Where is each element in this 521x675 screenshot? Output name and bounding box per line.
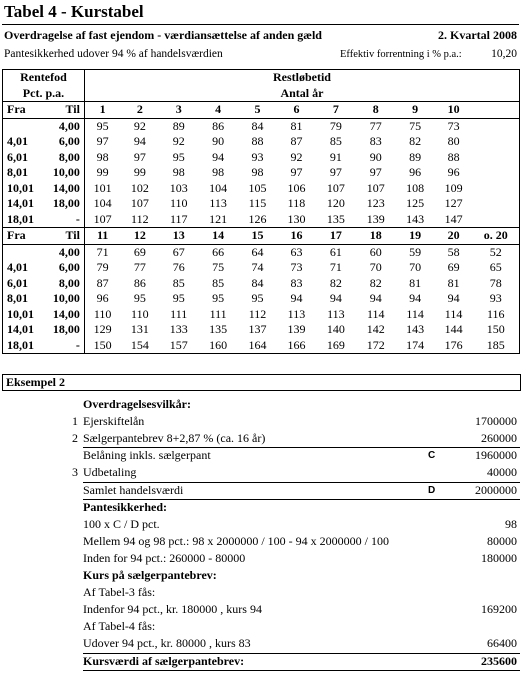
page-title: Tabel 4 - Kurstabel [4, 2, 144, 21]
year-header: 5 [238, 102, 277, 119]
year-header: 8 [356, 102, 396, 119]
example-row [0, 517, 521, 534]
rate-cell: 121 [209, 211, 228, 226]
rate-cell: 111 [209, 306, 227, 321]
rate-to: 6,00 [58, 260, 80, 275]
example-row-marker: D [428, 484, 436, 496]
rate-cell: 75 [409, 118, 422, 133]
rate-cell: 95 [172, 149, 185, 164]
rate-cell: 79 [329, 118, 342, 133]
rate-cell [473, 150, 520, 166]
rate-cell: 94 [409, 291, 422, 306]
table-row [3, 307, 520, 323]
rate-cell: 107 [84, 212, 120, 228]
rate-cell: 131 [130, 322, 149, 337]
year-header: 6 [277, 102, 316, 119]
rate-cell [473, 165, 520, 181]
rate-cell: 96 [84, 291, 120, 307]
rate-cell: 79 [84, 260, 120, 276]
rate-cell: 112 [131, 211, 149, 226]
rate-cell: 85 [172, 275, 185, 290]
rate-cell: 92 [172, 134, 185, 149]
rate-cell: 64 [251, 244, 264, 259]
rate-cell: 116 [473, 307, 520, 323]
example-row-value: 260000 [481, 431, 517, 446]
table-row [3, 196, 520, 212]
rate-from [3, 244, 47, 260]
rate-cell: 112 [248, 306, 267, 321]
rate-cell: 87 [84, 276, 120, 292]
rate-cell: 83 [369, 134, 382, 149]
example-heading-box [2, 374, 521, 391]
example-row [0, 534, 521, 551]
rate-cell: 166 [277, 338, 316, 354]
example-row-label: 100 x C / D pct. [83, 516, 160, 531]
rate-cell: 74 [251, 260, 264, 275]
year-header: 20 [435, 228, 473, 245]
rate-cell [473, 118, 520, 134]
rate-cell: 86 [212, 118, 225, 133]
rate-cell: 92 [290, 149, 303, 164]
rate-cell: 113 [327, 306, 345, 321]
year-header: 19 [396, 228, 435, 245]
example-row [0, 568, 521, 585]
rate-cell: 94 [329, 291, 342, 306]
rate-cell: 87 [290, 134, 303, 149]
rate-cell: 70 [369, 260, 382, 275]
rate-cell: 94 [369, 291, 382, 306]
rate-cell: 127 [444, 196, 463, 211]
rate-to: 4,00 [58, 244, 80, 259]
example-row-label: Kursværdi af sælgerpantebrev: [83, 653, 245, 668]
rate-cell: 73 [447, 118, 460, 133]
table-row [3, 291, 520, 307]
rate-to: 6,00 [58, 134, 80, 149]
rate-from: 10,01 [3, 307, 47, 323]
rate-cell: 60 [369, 244, 382, 259]
example-row-value: 98 [505, 516, 517, 531]
example-row-value: 2000000 [475, 482, 517, 497]
table-row [3, 150, 520, 166]
rate-cell: 125 [406, 196, 425, 211]
rate-cell: 81 [447, 275, 460, 290]
rate-to: 18,00 [52, 196, 80, 211]
rate-cell: 110 [131, 306, 149, 321]
example-row-label: Af Tabel-3 fås: [83, 585, 156, 600]
rate-cell: 114 [444, 306, 463, 321]
rate-to: 18,00 [52, 322, 80, 337]
example-row [0, 483, 521, 500]
rate-cell: 174 [396, 338, 435, 354]
table-row [3, 181, 520, 197]
rate-from: 14,01 [3, 322, 47, 338]
example-row-label: Udbetaling [83, 465, 137, 480]
rate-cell: 108 [406, 180, 425, 195]
rate-cell: 84 [251, 275, 264, 290]
rate-cell: 140 [326, 322, 345, 337]
rate-cell: 98 [251, 165, 264, 180]
table-row [3, 338, 520, 354]
year-header: 4 [198, 102, 238, 119]
year-header: 15 [238, 228, 277, 245]
rate-cell: 110 [84, 307, 120, 323]
rate-to: 14,00 [52, 306, 80, 321]
rate-cell: 115 [248, 196, 267, 211]
rate-cell: 103 [169, 180, 188, 195]
rate-cell: 84 [251, 118, 264, 133]
table-row [3, 322, 520, 338]
table-row [3, 165, 520, 181]
rate-cell [473, 134, 520, 150]
rate-cell: 99 [84, 165, 120, 181]
header-antal-aar: Antal år [84, 86, 519, 102]
rate-cell: 99 [133, 165, 146, 180]
rate-cell: 107 [326, 180, 345, 195]
rate-cell: 82 [369, 275, 382, 290]
rate-cell: 59 [409, 244, 422, 259]
rate-cell: 96 [447, 165, 460, 180]
example-row-value: 180000 [481, 550, 517, 565]
rate-cell: 52 [473, 244, 520, 260]
rate-cell: 137 [248, 322, 267, 337]
example-row-number: 2 [72, 431, 78, 446]
rate-cell: 94 [447, 291, 460, 306]
rate-cell: 94 [133, 134, 146, 149]
rate-cell: 98 [84, 150, 120, 166]
example-row [0, 636, 521, 653]
rate-cell: 114 [406, 306, 424, 321]
header-restlobetid: Restløbetid [84, 70, 519, 86]
example-row [0, 551, 521, 568]
rate-cell [473, 181, 520, 197]
rate-to: 8,00 [58, 275, 80, 290]
rate-cell: 67 [172, 244, 185, 259]
table-row [3, 244, 520, 260]
rate-cell: 85 [212, 275, 225, 290]
rate-cell: 154 [120, 338, 159, 354]
rate-from: 10,01 [3, 181, 47, 197]
subtitle-left: Overdragelse af fast ejendom - værdiansættelse af anden gæld [4, 28, 322, 42]
rate-cell: 160 [198, 338, 238, 354]
rate-cell: 107 [130, 196, 149, 211]
rate-from: 4,01 [3, 260, 47, 276]
rate-to: 8,00 [58, 149, 80, 164]
rate-cell: 114 [366, 306, 385, 321]
rate-cell: 110 [169, 196, 188, 211]
rate-cell: 142 [366, 322, 385, 337]
year-header: 2 [120, 102, 159, 119]
meta-left: Pantesikkerhed udover 94 % af handelsværdien [4, 48, 223, 60]
year-header: 13 [159, 228, 198, 245]
example-row-label: Indenfor 94 pct., kr. 180000 , kurs 94 [83, 602, 262, 617]
example-row [0, 602, 521, 619]
rate-cell: 133 [169, 322, 188, 337]
col-til-header: Til [46, 228, 84, 245]
year-header: 7 [316, 102, 356, 119]
rate-cell: 150 [473, 322, 520, 338]
rate-cell: 95 [251, 291, 264, 306]
rate-from: 4,01 [3, 134, 47, 150]
rate-from: 8,01 [3, 165, 47, 181]
rate-cell: 89 [172, 118, 185, 133]
rate-cell: 164 [238, 338, 277, 354]
rate-cell: 123 [366, 196, 385, 211]
header-rentefod-1: Rentefod [3, 70, 85, 86]
rate-cell: 109 [444, 180, 463, 195]
rate-cell: 83 [290, 275, 303, 290]
rate-cell: 95 [212, 291, 225, 306]
example-heading-rule [2, 390, 520, 391]
rate-cell: 66 [212, 244, 225, 259]
example-separator [83, 653, 520, 654]
year-header [473, 102, 520, 119]
year-header: 11 [84, 228, 120, 245]
example-row [0, 465, 521, 482]
example-row-label: Inden for 94 pct.: 260000 - 80000 [83, 550, 246, 565]
rate-cell: 126 [248, 211, 267, 226]
example-row-value: 80000 [487, 533, 517, 548]
example-row-value: 40000 [487, 465, 517, 480]
example-row-label: Overdragelsesvilkår: [83, 397, 191, 411]
table-row [3, 276, 520, 292]
rate-to: - [75, 211, 80, 226]
example-row-label: Af Tabel-4 fås: [83, 619, 156, 634]
rate-cell: 130 [287, 211, 306, 226]
table-row [3, 134, 520, 150]
rate-cell: 111 [170, 306, 188, 321]
rate-to: 4,00 [58, 118, 80, 133]
rate-to: 10,00 [52, 291, 80, 306]
col-fra-header: Fra [3, 228, 47, 245]
year-header: 12 [120, 228, 159, 245]
rate-cell: 88 [447, 149, 460, 164]
rate-cell: 71 [84, 244, 120, 260]
rate-cell: 86 [133, 275, 146, 290]
rate-from: 18,01 [3, 338, 47, 354]
year-header: 16 [277, 228, 316, 245]
example-row-label: Mellem 94 og 98 pct.: 98 x 2000000 / 100 - 94 x 2000000 / 100 [83, 533, 389, 548]
rate-cell: 81 [290, 118, 303, 133]
rate-from: 6,01 [3, 276, 47, 292]
year-header: 18 [356, 228, 396, 245]
rate-cell: 90 [369, 149, 382, 164]
example-row [0, 500, 521, 517]
title-rule [2, 24, 519, 25]
example-row [0, 448, 521, 465]
rate-cell: 117 [169, 211, 188, 226]
rate-cell: 107 [366, 180, 385, 195]
rate-cell: 94 [290, 291, 303, 306]
rate-cell: 95 [84, 118, 120, 134]
rate-cell: 82 [409, 134, 422, 149]
example-separator [83, 499, 520, 500]
year-header: 9 [396, 102, 435, 119]
year-header: o. 20 [473, 228, 520, 245]
rate-cell: 92 [133, 118, 146, 133]
rate-cell: 172 [356, 338, 396, 354]
rate-cell: 105 [248, 180, 267, 195]
example-row-value: 235600 [481, 653, 517, 668]
rate-cell: 102 [130, 180, 149, 195]
rate-cell: 70 [409, 260, 422, 275]
rate-cell: 118 [287, 196, 306, 211]
rate-cell: 101 [84, 181, 120, 197]
example-row-number: 1 [72, 414, 78, 429]
example-row [0, 585, 521, 602]
rate-cell: 82 [329, 275, 342, 290]
rate-cell: 80 [447, 134, 460, 149]
rate-cell: 77 [369, 118, 382, 133]
rate-cell: 157 [159, 338, 198, 354]
rate-cell: 97 [84, 134, 120, 150]
example-row-label: Belåning inkls. sælgerpant [83, 448, 211, 463]
rate-cell: 76 [172, 260, 185, 275]
rate-cell: 93 [251, 149, 264, 164]
rate-cell: 150 [84, 338, 120, 354]
table-row [3, 260, 520, 276]
rate-cell: 77 [133, 260, 146, 275]
example-row-label: Sælgerpantebrev 8+2,87 % (ca. 16 år) [83, 431, 266, 446]
rate-cell: 58 [447, 244, 460, 259]
example-row [0, 431, 521, 448]
rate-from: 8,01 [3, 291, 47, 307]
rate-cell: 61 [329, 244, 342, 259]
example-separator [83, 482, 520, 483]
rate-cell: 89 [409, 149, 422, 164]
example-row-value: 1960000 [475, 448, 517, 463]
example-row [0, 414, 521, 431]
rate-cell: 106 [287, 180, 306, 195]
rate-cell: 120 [326, 196, 345, 211]
rate-cell: 169 [316, 338, 356, 354]
rate-table [2, 69, 520, 354]
example-row [0, 619, 521, 636]
rate-cell: 69 [447, 260, 460, 275]
example-row-marker: C [428, 450, 436, 462]
rate-cell: 93 [473, 291, 520, 307]
example-separator [83, 447, 520, 448]
rate-cell: 88 [251, 134, 264, 149]
example-row-label: Ejerskiftelån [83, 414, 145, 429]
rate-cell: 147 [444, 211, 463, 226]
rate-cell: 143 [406, 322, 425, 337]
rate-cell: 95 [133, 291, 146, 306]
rate-cell: 91 [329, 149, 342, 164]
rate-cell: 81 [409, 275, 422, 290]
example-row-label: Pantesikkerhed: [83, 499, 167, 514]
rate-to: 14,00 [52, 180, 80, 195]
rate-cell: 98 [212, 165, 225, 180]
example-row-label: Udover 94 pct., kr. 80000 , kurs 83 [83, 636, 251, 651]
year-header: 10 [435, 102, 473, 119]
rate-cell: 85 [329, 134, 342, 149]
rate-cell: 97 [290, 165, 303, 180]
example-row-label: Kurs på sælgerpantebrev: [83, 568, 217, 582]
rate-cell: 135 [326, 211, 345, 226]
rate-cell: 113 [209, 196, 227, 211]
rate-cell: 135 [209, 322, 228, 337]
example-row [0, 654, 521, 671]
rate-cell: 71 [329, 260, 342, 275]
rate-cell: 78 [473, 276, 520, 292]
rate-to: - [46, 338, 84, 354]
rate-cell: 90 [212, 134, 225, 149]
rate-to: 10,00 [52, 165, 80, 180]
subtitle-right: 2. Kvartal 2008 [438, 28, 517, 42]
rate-cell: 129 [84, 322, 120, 338]
example-row-value: 169200 [481, 602, 517, 617]
rate-cell: 139 [287, 322, 306, 337]
rate-cell: 94 [212, 149, 225, 164]
rate-cell: 73 [290, 260, 303, 275]
rate-cell: 75 [212, 260, 225, 275]
rate-cell: 144 [444, 322, 463, 337]
year-header: 1 [84, 102, 120, 119]
rate-from: 14,01 [3, 196, 47, 212]
example-row-value: 66400 [487, 636, 517, 651]
meta-right-value: 10,20 [491, 48, 517, 60]
rate-cell: 97 [369, 165, 382, 180]
rate-from: 6,01 [3, 150, 47, 166]
rate-cell: 139 [366, 211, 385, 226]
rate-cell: 97 [329, 165, 342, 180]
example-heading: Eksempel 2 [6, 375, 66, 389]
meta-right-label: Effektiv forrentning i % p.a.: [340, 49, 462, 60]
rate-from: 18,01 [3, 212, 47, 228]
rate-cell: 113 [287, 306, 306, 321]
rate-cell: 96 [409, 165, 422, 180]
table-row [3, 212, 520, 228]
rate-cell: 97 [133, 149, 146, 164]
rate-cell: 69 [133, 244, 146, 259]
table-row [3, 118, 520, 134]
rate-cell: 143 [406, 211, 425, 226]
rate-cell: 95 [172, 291, 185, 306]
rate-from [3, 118, 47, 134]
rate-cell [473, 212, 520, 228]
rate-cell: 104 [84, 196, 120, 212]
year-header: 14 [198, 228, 238, 245]
example-row-number: 3 [72, 465, 78, 480]
year-header: 3 [159, 102, 198, 119]
example-row [0, 397, 521, 414]
example-row-value: 1700000 [475, 414, 517, 429]
rate-cell: 185 [473, 338, 520, 354]
rate-cell: 65 [473, 260, 520, 276]
rate-cell: 176 [435, 338, 473, 354]
rate-cell: 104 [209, 180, 228, 195]
rate-cell [473, 196, 520, 212]
rate-cell: 63 [290, 244, 303, 259]
example-separator [83, 670, 520, 671]
header-rentefod-2: Pct. p.a. [3, 86, 85, 102]
col-fra-header: Fra [3, 102, 47, 119]
year-header: 17 [316, 228, 356, 245]
rate-cell: 98 [172, 165, 185, 180]
example-row-label: Samlet handelsværdi [83, 482, 184, 497]
col-til-header: Til [46, 102, 84, 119]
